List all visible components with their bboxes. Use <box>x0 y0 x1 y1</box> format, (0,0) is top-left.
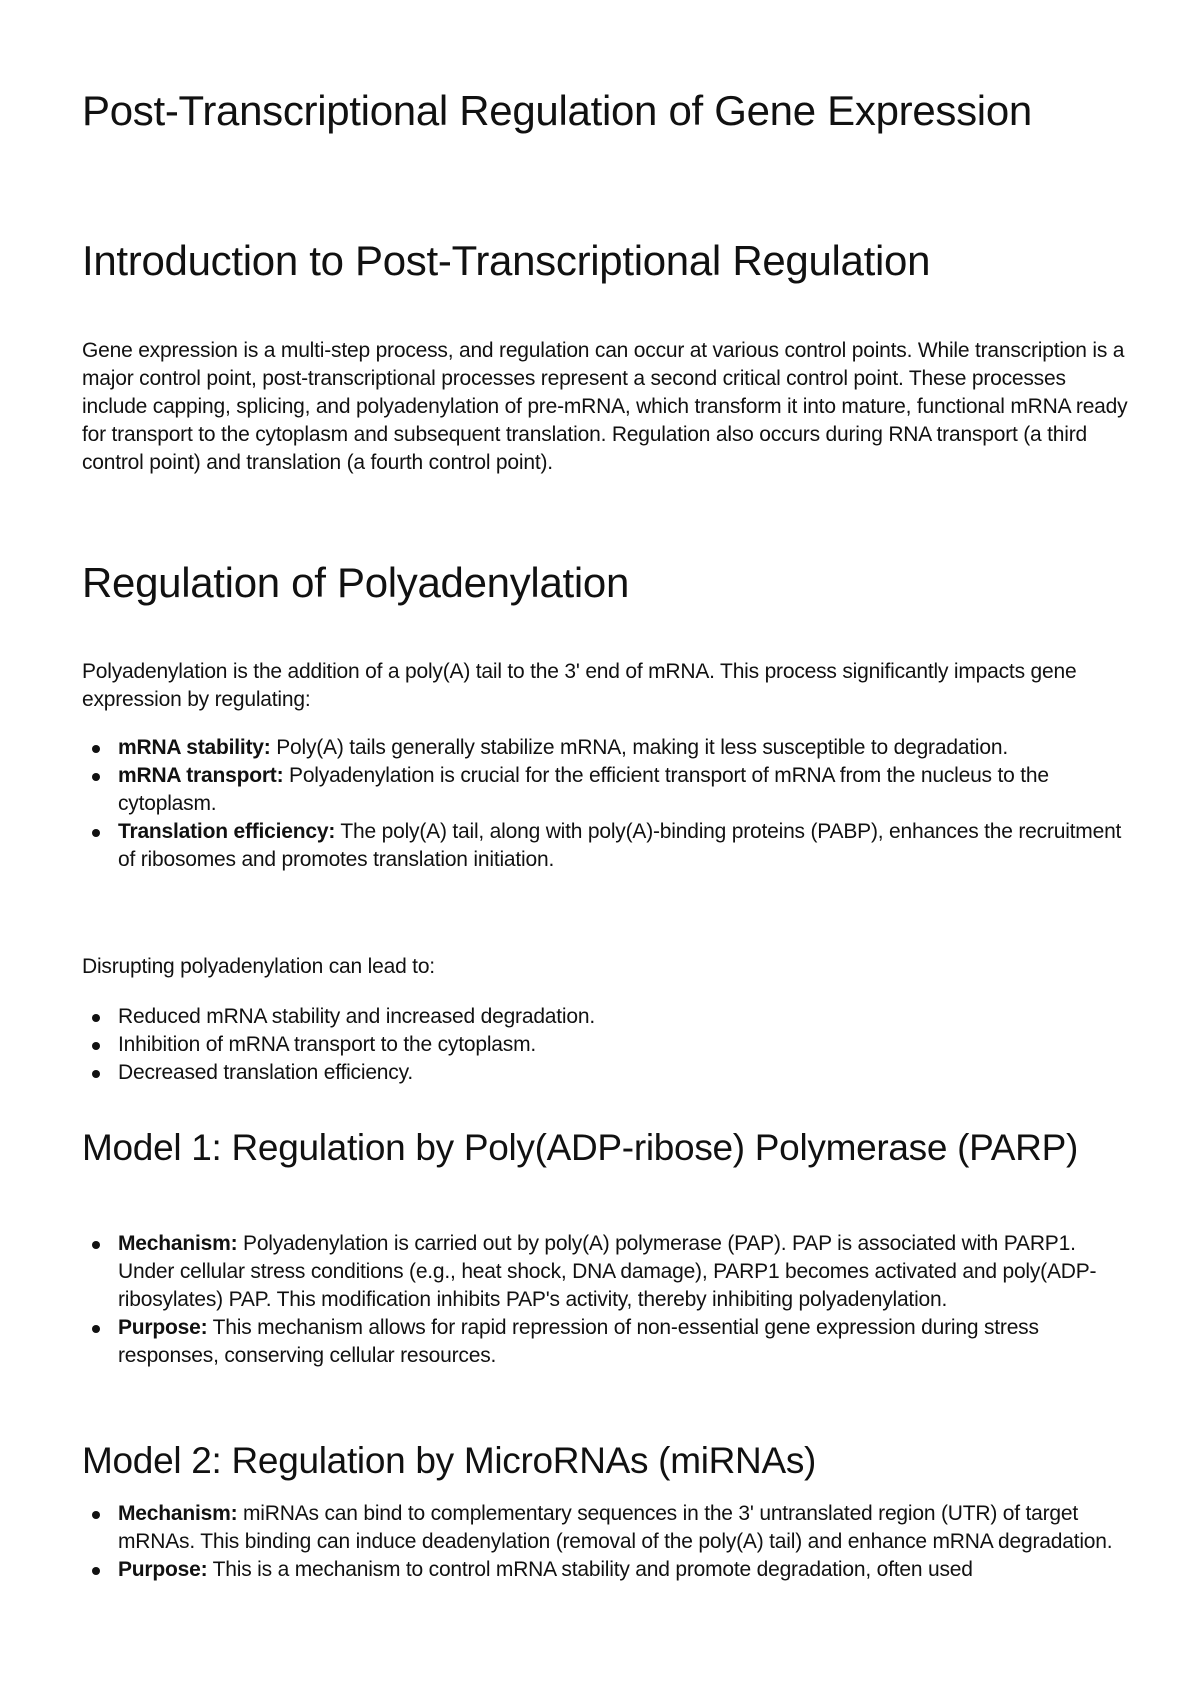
bullet-icon <box>92 1325 100 1333</box>
model1-heading: Model 1: Regulation by Poly(ADP-ribose) Polymerase (PARP) <box>82 1127 1078 1168</box>
list-item <box>82 1314 1132 1370</box>
list-item-term: mRNA stability: <box>118 736 271 759</box>
polyadenylation-paragraph: Polyadenylation is the addition of a poly(A) tail to the 3' end of mRNA. This process significantly impacts gene expression by regulating: <box>82 660 1077 711</box>
list-item <box>82 1556 1132 1584</box>
bullet-icon <box>92 773 100 781</box>
list-item-term: Purpose: <box>118 1558 208 1581</box>
list-item-text: Poly(A) tails generally stabilize mRNA, making it less susceptible to degradation. <box>270 736 1008 759</box>
model2-list <box>82 1500 1132 1584</box>
list-item-text: This mechanism allows for rapid repression of non-essential gene expression during stress responses, conserving cellular resources. <box>118 1316 1039 1367</box>
model1-list <box>82 1230 1132 1370</box>
polyadenylation-heading: Regulation of Polyadenylation <box>82 559 630 606</box>
disrupt-intro: Disrupting polyadenylation can lead to: <box>82 955 435 978</box>
list-item-text: Reduced mRNA stability and increased degradation. <box>118 1005 595 1028</box>
bullet-icon <box>92 1241 100 1249</box>
intro-paragraph: Gene expression is a multi-step process, and regulation can occur at various control points. While transcription is a major control point, post-transcriptional processes represent a second critical control point. These processes include capping, splicing, and polyadenylation of pre-mRNA, which transform it into mature, functional mRNA ready for transport to the cytoplasm and subsequent translation. Regulation also occurs during RNA transport (a third control point) and translation (a fourth control point). <box>82 339 1128 474</box>
list-item-text: miRNAs can bind to complementary sequences in the 3' untranslated region (UTR) of target mRNAs. This binding can induce deadenylation (removal of the poly(A) tail) and enhance mRNA degradation. <box>118 1502 1113 1553</box>
list-item <box>82 1500 1132 1556</box>
list-item-text: Polyadenylation is carried out by poly(A) polymerase (PAP). PAP is associated with PARP1. Under cellular stress conditions (e.g., heat shock, DNA damage), PARP1 becomes activated and poly(ADP-ribosylates) PAP. This modification inhibits PAP's activity, thereby inhibiting polyadenylation. <box>118 1232 1097 1311</box>
model2-heading: Model 2: Regulation by MicroRNAs (miRNAs) <box>82 1440 817 1481</box>
regulation-effects-list <box>82 734 1132 874</box>
list-item-text: This is a mechanism to control mRNA stability and promote degradation, often used <box>207 1558 973 1581</box>
list-item <box>82 1003 1132 1031</box>
list-item <box>82 1059 1132 1087</box>
list-item <box>82 1230 1132 1314</box>
list-item <box>82 762 1132 818</box>
bullet-icon <box>92 745 100 753</box>
list-item <box>82 818 1132 874</box>
bullet-icon <box>92 829 100 837</box>
list-item-term: Mechanism: <box>118 1502 238 1525</box>
list-item-text: Polyadenylation is crucial for the efficient transport of mRNA from the nucleus to the cytoplasm. <box>118 764 1049 815</box>
list-item-text: Decreased translation efficiency. <box>118 1061 413 1084</box>
list-item-text: The poly(A) tail, along with poly(A)-binding proteins (PABP), enhances the recruitment of ribosomes and promotes translation initiation. <box>118 820 1122 871</box>
list-item-text: Inhibition of mRNA transport to the cytoplasm. <box>118 1033 536 1056</box>
bullet-icon <box>92 1042 100 1050</box>
list-item-term: mRNA transport: <box>118 764 284 787</box>
list-item-term: Translation efficiency: <box>118 820 336 843</box>
list-item <box>82 734 1132 762</box>
bullet-icon <box>92 1567 100 1575</box>
list-item-term: Purpose: <box>118 1316 208 1339</box>
list-item <box>82 1031 1132 1059</box>
document-title: Post-Transcriptional Regulation of Gene Expression <box>82 87 1032 134</box>
bullet-icon <box>92 1014 100 1022</box>
list-item-term: Mechanism: <box>118 1232 238 1255</box>
disruption-effects-list <box>82 1003 1132 1087</box>
bullet-icon <box>92 1511 100 1519</box>
intro-heading: Introduction to Post-Transcriptional Regulation <box>82 237 931 284</box>
bullet-icon <box>92 1070 100 1078</box>
